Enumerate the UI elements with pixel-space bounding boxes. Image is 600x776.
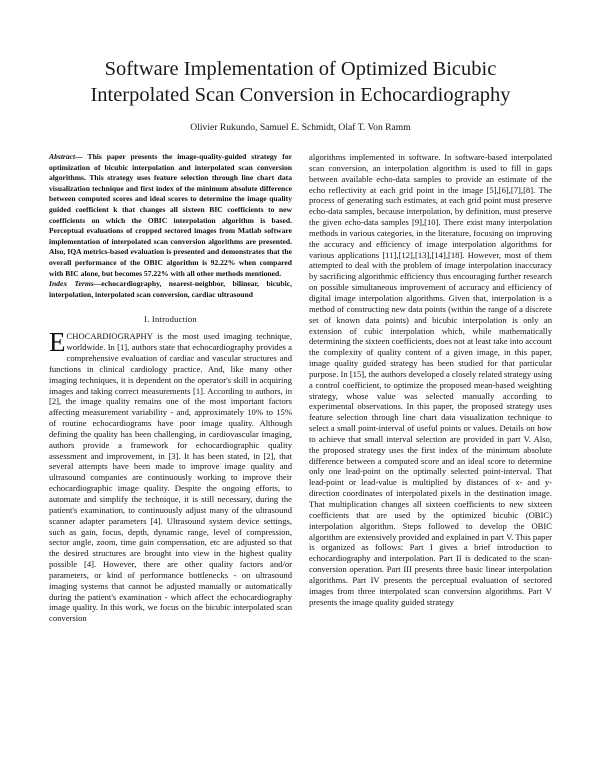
index-terms <box>49 279 292 300</box>
introduction-text: CHOCARDIOGRAPHY is the most used imaging technique, worldwide. In [1], authors state that echocardiography provides a comprehensive evaluation of cardiac and vascular structures and functions in clinical cardiology practice. And, like many other imaging techniques, it is dependent on the operator's skill in acquiring images and taking correct measurements [1]. According to authors, in [2], the image quality remains one of the most important factors affecting measurement variability - and, approximately 10% to 15% of routine echocardiograms have poor image quality. Although defining the quality has been challenging, in cardiovascular imaging, authors provide a framework for echocardiographic quality assessment and improvement, in [3]. It has been stated, in [2], that several attempts have been made to improve image quality and ultrasound companies are continuously working to improve their echocardiographic image quality. Despite the ongoing efforts, to automate and simplify the technique, it is still necessary, during the patient's examination, to continuously adjust many of the ultrasound scanner adapter parameters [4]. Ultrasound system device settings, such as gain, focus, depth, dynamic range, level of compression, sector angle, zoom, time gain compensation, etc are adjusted so that the desired structures are brought into view in the highest quality possible [4]. However, there are other quality factors and/or parameters, or kind of performance bottlenecks - on ultrasound imaging systems that cannot be adjusted manually or automatically during the patient's examination - which affect the echocardiography image quality. In this work, we focus on the bicubic interpolated scan conversion <box>49 331 292 624</box>
drop-cap: E <box>49 327 66 358</box>
title-line-1: Software Implementation of Optimized Bicubic <box>104 58 497 80</box>
index-terms-lead: Index Terms <box>49 279 94 289</box>
abstract-text: This paper presents the image-quality-guided strategy for optimization of bicubic interpolation and interpolated scan conversion algorithms. This strategy uses feature selection through line chart data visualization technique and first index of the minimum absolute difference between computed scores and ideal scores to determine the image quality guided coefficient k that changes all sixteen BIC coefficients to new coefficients on which the OBIC interpolation algorithm is based. Perceptual evaluations of cropped sectored images from Matlab software implementation of interpolated scan conversion algorithms are presented. Also, IQA metrics-based evaluation is presented and demonstrates that the overall performance of the OBIC algorithm is 92.22% when compared with BIC alone, but becomes 57.22% with all other methods mentioned. <box>49 152 292 278</box>
left-column <box>49 152 292 624</box>
right-column-paragraph: algorithms implemented in software. In software-based interpolated scan conversion, an interpolation algorithm is used to fill in gaps between available echo-data samples to provide an estimate of the echo reflectivity at each grid point in the image [5],[6],[7],[8]. The process of generating such estimates, at each grid point must preserve echo-data samples, because interpolation, by definition, must preserve the given echo-data samples [9],[10]. There exist many interpolation methods in various categories, in the literature, focusing on improving the accuracy and efficiency of image interpolation algorithms for various applications [11],[12],[13],[14],[18]. However, most of them attempted to deal with the problem of image interpolation inaccuracy by sacrificing algorithmic efficiency thus encouraging further research on possible simultaneous improvement of accuracy and efficiency of digital image interpolation algorithms. Given that, interpolation is a method of constructing new data points (within the range of a discrete set of known data points) and bicubic interpolation is only an extension of cubic interpolation which, while mathematically determining the sixteen coefficients, does not at least take into account the complexity of quality content of a given image, in this paper, image quality guided strategy has been studied for that particular purpose. In [15], the authors developed a closely related strategy using a control coefficient, to optimize the proposed mean-based weighting strategy, whose value was selected manually according to experimental observations. In this paper, the proposed strategy uses feature selection through line chart data visualization technique to select a small point-interval of useful points or values. Details on how to achieve that small interval selection are provided in part V. Also, the proposed strategy uses the first index of the minimum absolute difference between a computed score and an ideal score to determine only one lead-point on the optimally selected point-interval. That lead-point or lead-value is multiplied by distances of x- and y-direction coordinates of interpolated pixels in the destination image. That multiplication changes all sixteen coefficients to new sixteen coefficients that are used by the optimized bicubic (OBIC) interpolation algorithm. Steps followed to develop the OBIC algorithm are extensively provided and explained in part V. This paper is organized as follows: Part I gives a brief introduction to echocardiography and interpolation. Part II is dedicated to the scan-conversion operation. Part III presents three basic linear interpolation algorithms. Part IV presents the perceptual evaluation of sectored images from three interpolated scan conversion algorithms. Part V presents the image quality guided strategy <box>309 152 553 607</box>
paper-title <box>49 56 552 108</box>
abstract-lead: Abstract— <box>49 152 83 161</box>
right-column <box>309 152 552 624</box>
title-line-2: Interpolated Scan Conversion in Echocardiography <box>90 84 511 106</box>
introduction-paragraph <box>49 327 292 624</box>
abstract <box>49 152 292 279</box>
author-list: Olivier Rukundo, Samuel E. Schmidt, Olaf T. Von Ramm <box>190 122 411 133</box>
two-column-body <box>49 152 552 624</box>
section-heading-introduction: I. Introduction <box>144 314 197 325</box>
index-terms-text: —echocardiography, nearest-neighbor, bilinear, bicubic, interpolation, interpolated scan conversion, cardiac ultrasound <box>49 279 292 299</box>
